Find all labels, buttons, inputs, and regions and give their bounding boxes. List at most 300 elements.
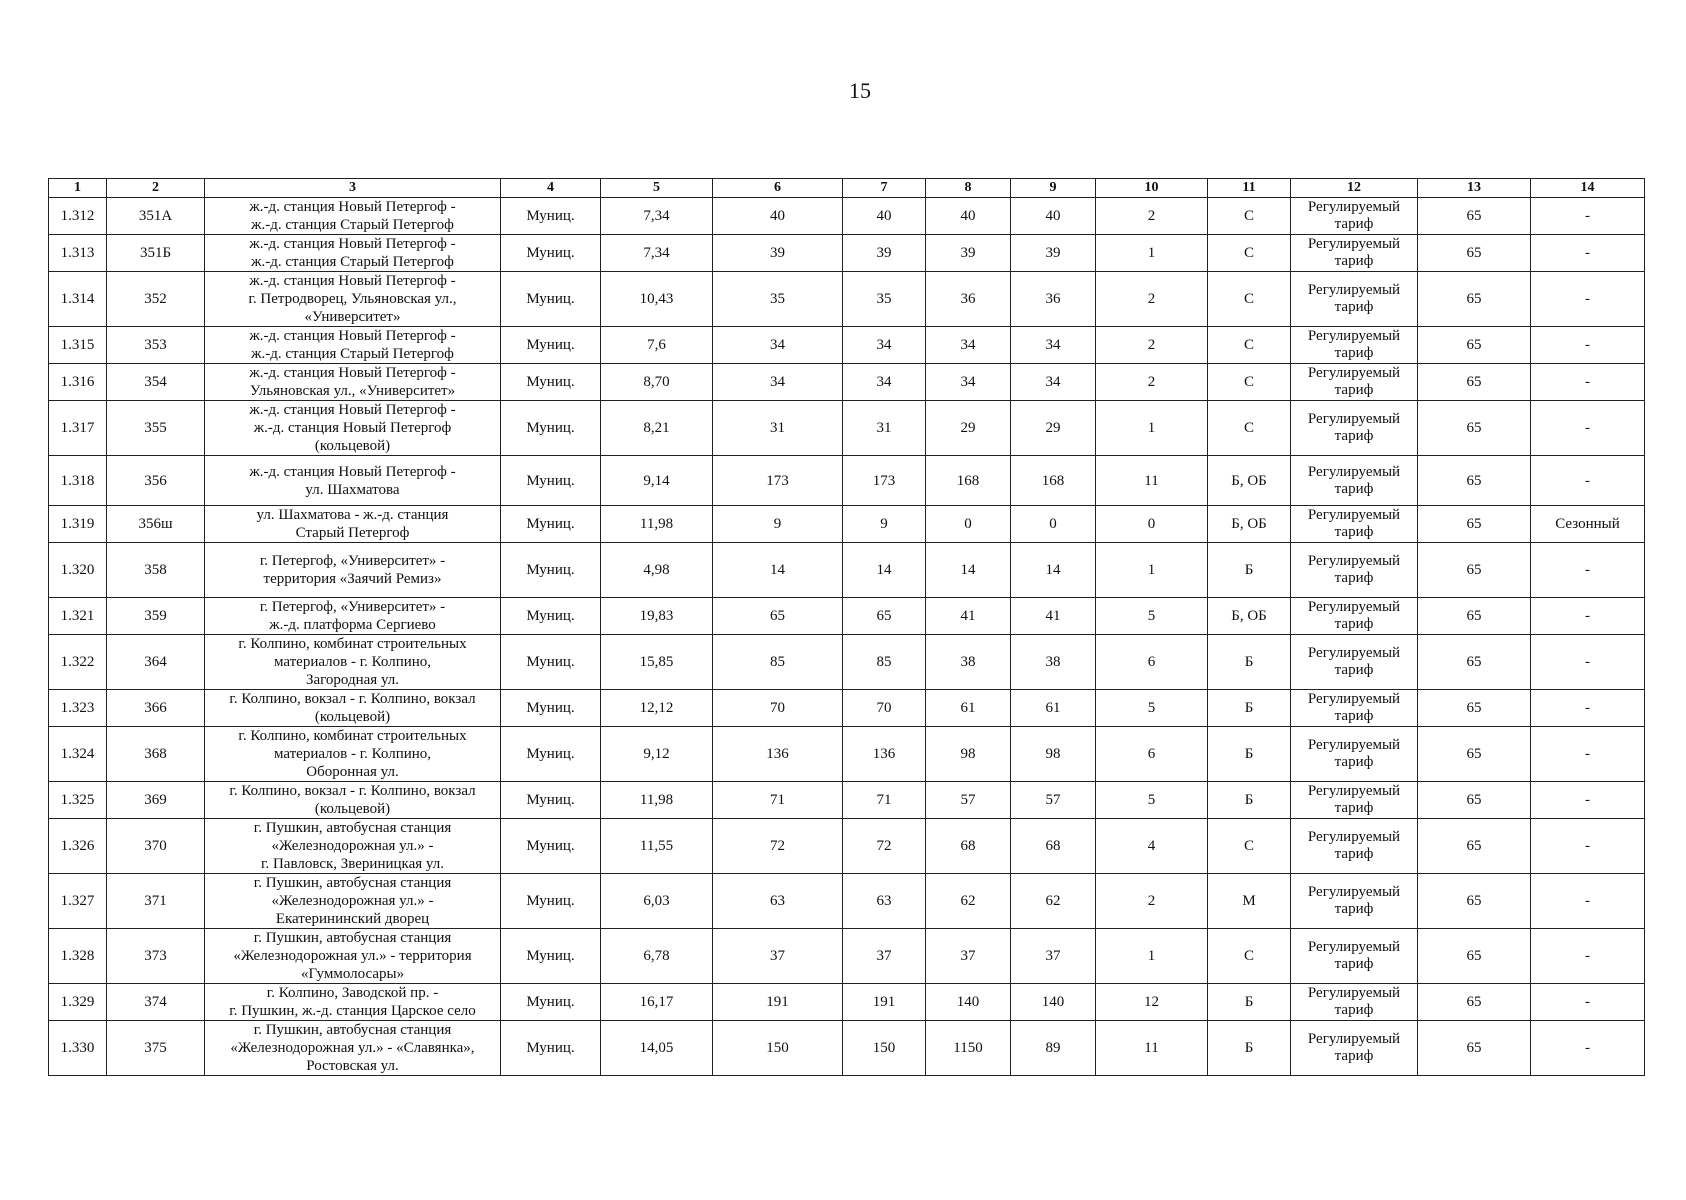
- route-path: ж.-д. станция Новый Петергоф - ул. Шахматова: [205, 456, 501, 506]
- cell-col8: 62: [926, 874, 1011, 929]
- route-length: 10,43: [601, 272, 713, 327]
- cell-col10: 12: [1096, 984, 1208, 1021]
- tariff-type: Регулируемый тариф: [1291, 235, 1418, 272]
- note: -: [1531, 929, 1645, 984]
- table-row: [49, 598, 1645, 635]
- cell-col6: 191: [713, 984, 843, 1021]
- route-length: 14,05: [601, 1021, 713, 1076]
- column-header: 11: [1208, 179, 1291, 198]
- route-length: 9,14: [601, 456, 713, 506]
- carrier-type: Муниц.: [501, 401, 601, 456]
- cell-col13: 65: [1418, 727, 1531, 782]
- cell-col13: 65: [1418, 929, 1531, 984]
- cell-col10: 5: [1096, 598, 1208, 635]
- route-number: 374: [107, 984, 205, 1021]
- table-row: [49, 198, 1645, 235]
- table-row: [49, 401, 1645, 456]
- carrier-type: Муниц.: [501, 782, 601, 819]
- note: -: [1531, 272, 1645, 327]
- cell-col9: 34: [1011, 327, 1096, 364]
- column-header: 10: [1096, 179, 1208, 198]
- cell-col10: 6: [1096, 727, 1208, 782]
- route-length: 8,70: [601, 364, 713, 401]
- cell-col6: 34: [713, 364, 843, 401]
- row-number: 1.330: [49, 1021, 107, 1076]
- cell-col8: 1150: [926, 1021, 1011, 1076]
- cell-col10: 6: [1096, 635, 1208, 690]
- route-path: г. Колпино, вокзал - г. Колпино, вокзал (кольцевой): [205, 782, 501, 819]
- cell-col10: 4: [1096, 819, 1208, 874]
- cell-col6: 14: [713, 543, 843, 598]
- route-length: 11,98: [601, 506, 713, 543]
- row-number: 1.328: [49, 929, 107, 984]
- cell-col7: 40: [843, 198, 926, 235]
- cell-col7: 136: [843, 727, 926, 782]
- column-header: 7: [843, 179, 926, 198]
- tariff-type: Регулируемый тариф: [1291, 327, 1418, 364]
- cell-col7: 31: [843, 401, 926, 456]
- note: -: [1531, 1021, 1645, 1076]
- cell-col7: 85: [843, 635, 926, 690]
- route-path: г. Петергоф, «Университет» - территория «Заячий Ремиз»: [205, 543, 501, 598]
- cell-col13: 65: [1418, 874, 1531, 929]
- tariff-type: Регулируемый тариф: [1291, 690, 1418, 727]
- table-row: [49, 819, 1645, 874]
- tariff-type: Регулируемый тариф: [1291, 456, 1418, 506]
- vehicle-class: Б: [1208, 727, 1291, 782]
- cell-col10: 1: [1096, 543, 1208, 598]
- cell-col9: 57: [1011, 782, 1096, 819]
- cell-col13: 65: [1418, 401, 1531, 456]
- note: -: [1531, 819, 1645, 874]
- vehicle-class: Б: [1208, 1021, 1291, 1076]
- cell-col10: 2: [1096, 364, 1208, 401]
- table-row: [49, 235, 1645, 272]
- route-number: 375: [107, 1021, 205, 1076]
- route-path: г. Пушкин, автобусная станция «Железнодорожная ул.» - «Славянка», Ростовская ул.: [205, 1021, 501, 1076]
- route-path: ж.-д. станция Новый Петергоф - ж.-д. станция Новый Петергоф (кольцевой): [205, 401, 501, 456]
- route-number: 354: [107, 364, 205, 401]
- cell-col8: 41: [926, 598, 1011, 635]
- route-number: 351Б: [107, 235, 205, 272]
- cell-col13: 65: [1418, 272, 1531, 327]
- cell-col10: 11: [1096, 456, 1208, 506]
- route-path: г. Колпино, комбинат строительных материалов - г. Колпино, Оборонная ул.: [205, 727, 501, 782]
- cell-col8: 34: [926, 364, 1011, 401]
- row-number: 1.318: [49, 456, 107, 506]
- cell-col6: 72: [713, 819, 843, 874]
- route-length: 4,98: [601, 543, 713, 598]
- tariff-type: Регулируемый тариф: [1291, 874, 1418, 929]
- tariff-type: Регулируемый тариф: [1291, 364, 1418, 401]
- row-number: 1.319: [49, 506, 107, 543]
- route-path: ж.-д. станция Новый Петергоф - ж.-д. станция Старый Петергоф: [205, 327, 501, 364]
- tariff-type: Регулируемый тариф: [1291, 635, 1418, 690]
- cell-col6: 34: [713, 327, 843, 364]
- cell-col9: 0: [1011, 506, 1096, 543]
- route-path: ж.-д. станция Новый Петергоф - ж.-д. станция Старый Петергоф: [205, 198, 501, 235]
- route-length: 6,03: [601, 874, 713, 929]
- route-number: 368: [107, 727, 205, 782]
- row-number: 1.313: [49, 235, 107, 272]
- cell-col8: 38: [926, 635, 1011, 690]
- cell-col13: 65: [1418, 364, 1531, 401]
- table-row: [49, 456, 1645, 506]
- table-row: [49, 1021, 1645, 1076]
- table-row: [49, 635, 1645, 690]
- row-number: 1.316: [49, 364, 107, 401]
- cell-col10: 0: [1096, 506, 1208, 543]
- row-number: 1.325: [49, 782, 107, 819]
- cell-col10: 5: [1096, 782, 1208, 819]
- cell-col13: 65: [1418, 456, 1531, 506]
- table-row: [49, 984, 1645, 1021]
- carrier-type: Муниц.: [501, 635, 601, 690]
- cell-col7: 63: [843, 874, 926, 929]
- table-row: [49, 543, 1645, 598]
- note: -: [1531, 235, 1645, 272]
- table-row: [49, 364, 1645, 401]
- row-number: 1.315: [49, 327, 107, 364]
- table-row: [49, 929, 1645, 984]
- vehicle-class: Б, ОБ: [1208, 598, 1291, 635]
- cell-col8: 40: [926, 198, 1011, 235]
- cell-col9: 39: [1011, 235, 1096, 272]
- cell-col7: 71: [843, 782, 926, 819]
- table-body: [49, 198, 1645, 1076]
- cell-col10: 1: [1096, 929, 1208, 984]
- table-row: [49, 272, 1645, 327]
- row-number: 1.317: [49, 401, 107, 456]
- cell-col9: 68: [1011, 819, 1096, 874]
- cell-col6: 35: [713, 272, 843, 327]
- cell-col10: 11: [1096, 1021, 1208, 1076]
- carrier-type: Муниц.: [501, 543, 601, 598]
- table-row: [49, 327, 1645, 364]
- cell-col7: 65: [843, 598, 926, 635]
- cell-col6: 136: [713, 727, 843, 782]
- cell-col6: 31: [713, 401, 843, 456]
- cell-col6: 65: [713, 598, 843, 635]
- cell-col9: 168: [1011, 456, 1096, 506]
- note: -: [1531, 782, 1645, 819]
- route-length: 11,55: [601, 819, 713, 874]
- column-header: 2: [107, 179, 205, 198]
- vehicle-class: С: [1208, 401, 1291, 456]
- cell-col10: 2: [1096, 327, 1208, 364]
- cell-col13: 65: [1418, 690, 1531, 727]
- route-path: г. Петергоф, «Университет» - ж.-д. платформа Сергиево: [205, 598, 501, 635]
- cell-col8: 61: [926, 690, 1011, 727]
- carrier-type: Муниц.: [501, 929, 601, 984]
- cell-col10: 2: [1096, 272, 1208, 327]
- cell-col10: 1: [1096, 401, 1208, 456]
- cell-col6: 37: [713, 929, 843, 984]
- vehicle-class: Б: [1208, 635, 1291, 690]
- table-header-row: [49, 179, 1645, 198]
- route-path: ж.-д. станция Новый Петергоф - Ульяновская ул., «Университет»: [205, 364, 501, 401]
- cell-col8: 36: [926, 272, 1011, 327]
- cell-col9: 62: [1011, 874, 1096, 929]
- route-path: г. Колпино, Заводской пр. - г. Пушкин, ж.-д. станция Царское село: [205, 984, 501, 1021]
- vehicle-class: С: [1208, 198, 1291, 235]
- row-number: 1.324: [49, 727, 107, 782]
- route-length: 8,21: [601, 401, 713, 456]
- route-length: 7,34: [601, 198, 713, 235]
- column-header: 4: [501, 179, 601, 198]
- route-number: 369: [107, 782, 205, 819]
- table-row: [49, 874, 1645, 929]
- cell-col9: 34: [1011, 364, 1096, 401]
- route-path: ж.-д. станция Новый Петергоф - ж.-д. станция Старый Петергоф: [205, 235, 501, 272]
- cell-col7: 34: [843, 364, 926, 401]
- cell-col7: 14: [843, 543, 926, 598]
- cell-col9: 38: [1011, 635, 1096, 690]
- cell-col9: 40: [1011, 198, 1096, 235]
- vehicle-class: С: [1208, 929, 1291, 984]
- cell-col9: 61: [1011, 690, 1096, 727]
- route-path: г. Пушкин, автобусная станция «Железнодорожная ул.» - территория «Гуммолосары»: [205, 929, 501, 984]
- row-number: 1.329: [49, 984, 107, 1021]
- vehicle-class: Б: [1208, 690, 1291, 727]
- cell-col6: 85: [713, 635, 843, 690]
- carrier-type: Муниц.: [501, 690, 601, 727]
- route-number: 371: [107, 874, 205, 929]
- cell-col9: 89: [1011, 1021, 1096, 1076]
- vehicle-class: Б, ОБ: [1208, 506, 1291, 543]
- route-length: 7,6: [601, 327, 713, 364]
- note: -: [1531, 690, 1645, 727]
- cell-col6: 9: [713, 506, 843, 543]
- route-path: г. Пушкин, автобусная станция «Железнодорожная ул.» - Екатерининский дворец: [205, 874, 501, 929]
- cell-col6: 63: [713, 874, 843, 929]
- route-length: 9,12: [601, 727, 713, 782]
- carrier-type: Муниц.: [501, 364, 601, 401]
- carrier-type: Муниц.: [501, 272, 601, 327]
- row-number: 1.326: [49, 819, 107, 874]
- route-length: 12,12: [601, 690, 713, 727]
- route-number: 370: [107, 819, 205, 874]
- cell-col9: 98: [1011, 727, 1096, 782]
- cell-col8: 0: [926, 506, 1011, 543]
- route-path: г. Пушкин, автобусная станция «Железнодорожная ул.» - г. Павловск, Звериницкая ул.: [205, 819, 501, 874]
- route-number: 352: [107, 272, 205, 327]
- vehicle-class: М: [1208, 874, 1291, 929]
- cell-col10: 2: [1096, 874, 1208, 929]
- carrier-type: Муниц.: [501, 506, 601, 543]
- cell-col8: 57: [926, 782, 1011, 819]
- carrier-type: Муниц.: [501, 456, 601, 506]
- cell-col9: 41: [1011, 598, 1096, 635]
- column-header: 5: [601, 179, 713, 198]
- cell-col7: 173: [843, 456, 926, 506]
- row-number: 1.322: [49, 635, 107, 690]
- column-header: 1: [49, 179, 107, 198]
- route-number: 364: [107, 635, 205, 690]
- row-number: 1.312: [49, 198, 107, 235]
- route-path: ж.-д. станция Новый Петергоф - г. Петродворец, Ульяновская ул., «Университет»: [205, 272, 501, 327]
- route-length: 16,17: [601, 984, 713, 1021]
- route-number: 355: [107, 401, 205, 456]
- cell-col8: 39: [926, 235, 1011, 272]
- cell-col13: 65: [1418, 235, 1531, 272]
- column-header: 9: [1011, 179, 1096, 198]
- cell-col6: 173: [713, 456, 843, 506]
- carrier-type: Муниц.: [501, 1021, 601, 1076]
- column-header: 13: [1418, 179, 1531, 198]
- note: -: [1531, 456, 1645, 506]
- column-header: 14: [1531, 179, 1645, 198]
- route-number: 356ш: [107, 506, 205, 543]
- route-length: 15,85: [601, 635, 713, 690]
- page-number: 15: [849, 78, 871, 103]
- cell-col9: 29: [1011, 401, 1096, 456]
- cell-col13: 65: [1418, 1021, 1531, 1076]
- cell-col7: 35: [843, 272, 926, 327]
- column-header: 3: [205, 179, 501, 198]
- tariff-type: Регулируемый тариф: [1291, 272, 1418, 327]
- cell-col7: 72: [843, 819, 926, 874]
- tariff-type: Регулируемый тариф: [1291, 782, 1418, 819]
- note: -: [1531, 727, 1645, 782]
- note: Сезонный: [1531, 506, 1645, 543]
- cell-col6: 71: [713, 782, 843, 819]
- cell-col6: 70: [713, 690, 843, 727]
- tariff-type: Регулируемый тариф: [1291, 929, 1418, 984]
- tariff-type: Регулируемый тариф: [1291, 1021, 1418, 1076]
- carrier-type: Муниц.: [501, 984, 601, 1021]
- vehicle-class: Б: [1208, 984, 1291, 1021]
- cell-col13: 65: [1418, 198, 1531, 235]
- route-number: 351А: [107, 198, 205, 235]
- cell-col7: 191: [843, 984, 926, 1021]
- tariff-type: Регулируемый тариф: [1291, 819, 1418, 874]
- note: -: [1531, 401, 1645, 456]
- row-number: 1.314: [49, 272, 107, 327]
- cell-col13: 65: [1418, 984, 1531, 1021]
- row-number: 1.327: [49, 874, 107, 929]
- table-row: [49, 506, 1645, 543]
- carrier-type: Муниц.: [501, 819, 601, 874]
- row-number: 1.320: [49, 543, 107, 598]
- cell-col10: 2: [1096, 198, 1208, 235]
- cell-col9: 36: [1011, 272, 1096, 327]
- note: -: [1531, 198, 1645, 235]
- cell-col13: 65: [1418, 506, 1531, 543]
- route-number: 359: [107, 598, 205, 635]
- route-path: ул. Шахматова - ж.-д. станция Старый Петергоф: [205, 506, 501, 543]
- cell-col13: 65: [1418, 598, 1531, 635]
- tariff-type: Регулируемый тариф: [1291, 198, 1418, 235]
- cell-col6: 39: [713, 235, 843, 272]
- route-length: 7,34: [601, 235, 713, 272]
- cell-col13: 65: [1418, 635, 1531, 690]
- cell-col7: 150: [843, 1021, 926, 1076]
- routes-table: [48, 178, 1645, 1076]
- tariff-type: Регулируемый тариф: [1291, 506, 1418, 543]
- tariff-type: Регулируемый тариф: [1291, 598, 1418, 635]
- carrier-type: Муниц.: [501, 598, 601, 635]
- cell-col13: 65: [1418, 819, 1531, 874]
- cell-col8: 14: [926, 543, 1011, 598]
- route-path: г. Колпино, комбинат строительных материалов - г. Колпино, Загородная ул.: [205, 635, 501, 690]
- cell-col8: 168: [926, 456, 1011, 506]
- cell-col8: 37: [926, 929, 1011, 984]
- row-number: 1.321: [49, 598, 107, 635]
- cell-col9: 37: [1011, 929, 1096, 984]
- note: -: [1531, 543, 1645, 598]
- vehicle-class: С: [1208, 364, 1291, 401]
- table-row: [49, 727, 1645, 782]
- vehicle-class: С: [1208, 819, 1291, 874]
- note: -: [1531, 327, 1645, 364]
- route-number: 373: [107, 929, 205, 984]
- cell-col10: 5: [1096, 690, 1208, 727]
- tariff-type: Регулируемый тариф: [1291, 727, 1418, 782]
- route-number: 356: [107, 456, 205, 506]
- cell-col8: 29: [926, 401, 1011, 456]
- carrier-type: Муниц.: [501, 198, 601, 235]
- cell-col8: 140: [926, 984, 1011, 1021]
- vehicle-class: Б, ОБ: [1208, 456, 1291, 506]
- cell-col7: 9: [843, 506, 926, 543]
- cell-col6: 150: [713, 1021, 843, 1076]
- column-header: 8: [926, 179, 1011, 198]
- route-path: г. Колпино, вокзал - г. Колпино, вокзал (кольцевой): [205, 690, 501, 727]
- cell-col8: 98: [926, 727, 1011, 782]
- note: -: [1531, 635, 1645, 690]
- cell-col7: 37: [843, 929, 926, 984]
- vehicle-class: Б: [1208, 543, 1291, 598]
- carrier-type: Муниц.: [501, 727, 601, 782]
- carrier-type: Муниц.: [501, 235, 601, 272]
- column-header: 6: [713, 179, 843, 198]
- cell-col8: 34: [926, 327, 1011, 364]
- route-number: 366: [107, 690, 205, 727]
- vehicle-class: С: [1208, 327, 1291, 364]
- note: -: [1531, 874, 1645, 929]
- cell-col13: 65: [1418, 543, 1531, 598]
- route-number: 358: [107, 543, 205, 598]
- cell-col8: 68: [926, 819, 1011, 874]
- column-header: 12: [1291, 179, 1418, 198]
- route-length: 6,78: [601, 929, 713, 984]
- vehicle-class: С: [1208, 235, 1291, 272]
- tariff-type: Регулируемый тариф: [1291, 401, 1418, 456]
- row-number: 1.323: [49, 690, 107, 727]
- cell-col7: 39: [843, 235, 926, 272]
- route-length: 11,98: [601, 782, 713, 819]
- carrier-type: Муниц.: [501, 874, 601, 929]
- tariff-type: Регулируемый тариф: [1291, 543, 1418, 598]
- cell-col7: 70: [843, 690, 926, 727]
- route-length: 19,83: [601, 598, 713, 635]
- vehicle-class: Б: [1208, 782, 1291, 819]
- table-row: [49, 782, 1645, 819]
- cell-col6: 40: [713, 198, 843, 235]
- carrier-type: Муниц.: [501, 327, 601, 364]
- note: -: [1531, 984, 1645, 1021]
- route-number: 353: [107, 327, 205, 364]
- note: -: [1531, 598, 1645, 635]
- vehicle-class: С: [1208, 272, 1291, 327]
- cell-col13: 65: [1418, 782, 1531, 819]
- table-row: [49, 690, 1645, 727]
- cell-col10: 1: [1096, 235, 1208, 272]
- cell-col13: 65: [1418, 327, 1531, 364]
- cell-col7: 34: [843, 327, 926, 364]
- note: -: [1531, 364, 1645, 401]
